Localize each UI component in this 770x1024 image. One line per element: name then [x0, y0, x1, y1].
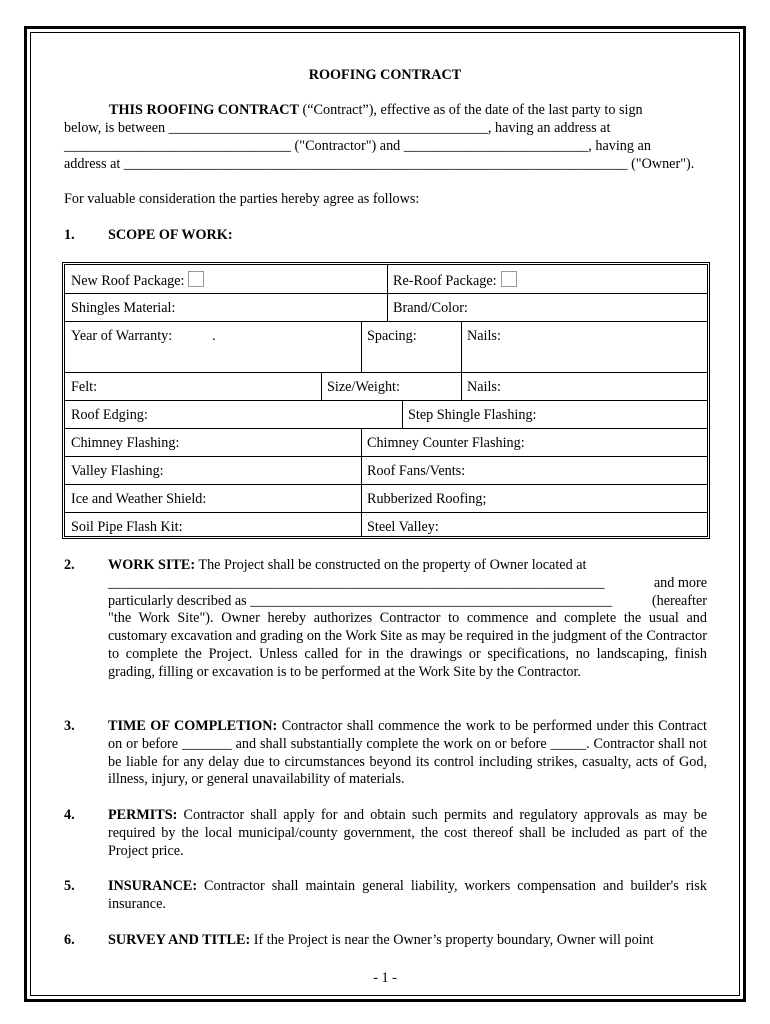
intro-line-4: address at _______________________________________________________________________ ("Owner"). [64, 156, 695, 172]
scope-of-work-table [62, 262, 710, 539]
table-row [65, 372, 707, 401]
work-site-description-blank: particularly described as ___________________________________________________ [108, 592, 612, 609]
intro-line-1 [109, 102, 701, 120]
warranty-dot: . [212, 328, 216, 344]
section-3-body [108, 718, 707, 789]
section-1-number: 1. [64, 227, 75, 243]
section-2-and-more: and more [653, 574, 707, 591]
section-4-text: Contractor shall apply for and obtain such permits and regulatory approvals as may be required by the local municipal/county government, the cost thereof shall be included as part of the Project price. [108, 807, 707, 859]
section-2-line-2 [108, 575, 707, 593]
table-row [65, 456, 707, 485]
re-roof-package-checkbox[interactable] [501, 271, 517, 287]
brand-color-label: Brand/Color: [393, 300, 468, 316]
intro-line-2: below, is between _____________________________________________, having an address at [64, 120, 611, 136]
valley-flashing-label: Valley Flashing: [71, 463, 164, 479]
section-5-body [108, 878, 707, 914]
section-5-text: Contractor shall maintain general liability, workers compensation and builder's risk insurance. [108, 878, 707, 912]
section-3-number: 3. [64, 718, 75, 734]
section-6-text: If the Project is near the Owner’s property boundary, Owner will point [250, 932, 654, 948]
chimney-counter-flashing-label: Chimney Counter Flashing: [367, 435, 525, 451]
re-roof-package-label: Re-Roof Package: [393, 273, 497, 289]
nails-label-2: Nails: [467, 379, 501, 395]
section-4-heading: PERMITS: [108, 807, 178, 823]
soil-pipe-flash-kit-label: Soil Pipe Flash Kit: [71, 519, 183, 535]
rubberized-roofing-label: Rubberized Roofing; [367, 491, 487, 507]
table-row [65, 265, 707, 293]
section-3-text: Contractor shall commence the work to be performed under this Contract on or before _______ and shall substantially complete the work on or before _____. Contractor shall not be liable for any delay due to circumstances beyond its control including strikes, casualty, acts of God, illness, injury, or general unavailability of materials. [108, 718, 707, 788]
table-row [65, 321, 707, 373]
felt-label: Felt: [71, 379, 98, 395]
table-row [65, 400, 707, 429]
intro-line-3: ________________________________ ("Contractor") and __________________________, having an [64, 138, 651, 154]
section-2-hereafter: (hereafter [651, 592, 707, 609]
table-row [65, 484, 707, 513]
chimney-flashing-label: Chimney Flashing: [71, 435, 180, 451]
section-6-number: 6. [64, 932, 75, 948]
section-4-number: 4. [64, 807, 75, 823]
section-5-heading: INSURANCE: [108, 878, 198, 894]
roof-edging-label: Roof Edging: [71, 407, 148, 423]
table-row [65, 428, 707, 457]
section-6-heading: SURVEY AND TITLE: [108, 932, 251, 948]
consideration-text: For valuable consideration the parties hereby agree as follows: [64, 191, 420, 207]
section-2-paragraph: "the Work Site"). Owner hereby authorizes Contractor to commence and complete the usual and customary excavation and grading on the Work Site as may be required in the judgment of the Contractor to complete the Project. Unless called for in the drawings or specifications, no landscaping, finish grading, filling or excavation is to be performed at the Work Site by the Contractor. [108, 610, 707, 680]
section-2-body [108, 557, 707, 682]
re-roof-package-cell [387, 265, 517, 293]
section-2-line-3 [108, 593, 707, 611]
section-3-heading: TIME OF COMPLETION: [108, 718, 278, 734]
intro-line-1-rest: (“Contract”), effective as of the date of the last party to sign [298, 102, 643, 118]
year-of-warranty-label [65, 322, 216, 373]
work-site-address-blank: ______________________________________________________________________ [108, 574, 605, 591]
page-number: - 1 - [373, 970, 397, 986]
new-roof-package-cell [65, 265, 387, 293]
steel-valley-label: Steel Valley: [367, 519, 439, 535]
section-4-body [108, 807, 707, 860]
new-roof-package-label: New Roof Package: [71, 273, 185, 289]
section-2-first-line: The Project shall be constructed on the property of Owner located at [195, 557, 587, 573]
table-row [65, 293, 707, 322]
shingles-material-label: Shingles Material: [71, 300, 176, 316]
step-shingle-flashing-label: Step Shingle Flashing: [408, 407, 537, 423]
size-weight-label: Size/Weight: [327, 379, 400, 395]
new-roof-package-checkbox[interactable] [188, 271, 204, 287]
nails-label-1: Nails: [467, 328, 501, 344]
section-5-number: 5. [64, 878, 75, 894]
table-row [65, 512, 707, 537]
spacing-label: Spacing: [367, 328, 417, 344]
warranty-text: Year of Warranty: [71, 328, 173, 344]
section-6-body [108, 932, 707, 950]
roof-fans-vents-label: Roof Fans/Vents: [367, 463, 466, 479]
ice-weather-shield-label: Ice and Weather Shield: [71, 491, 207, 507]
section-2-heading: WORK SITE: [108, 557, 196, 573]
section-2-number: 2. [64, 557, 75, 573]
intro-lead: THIS ROOFING CONTRACT [109, 102, 299, 118]
document-title: ROOFING CONTRACT [308, 67, 462, 83]
section-1-heading: SCOPE OF WORK: [108, 227, 233, 243]
